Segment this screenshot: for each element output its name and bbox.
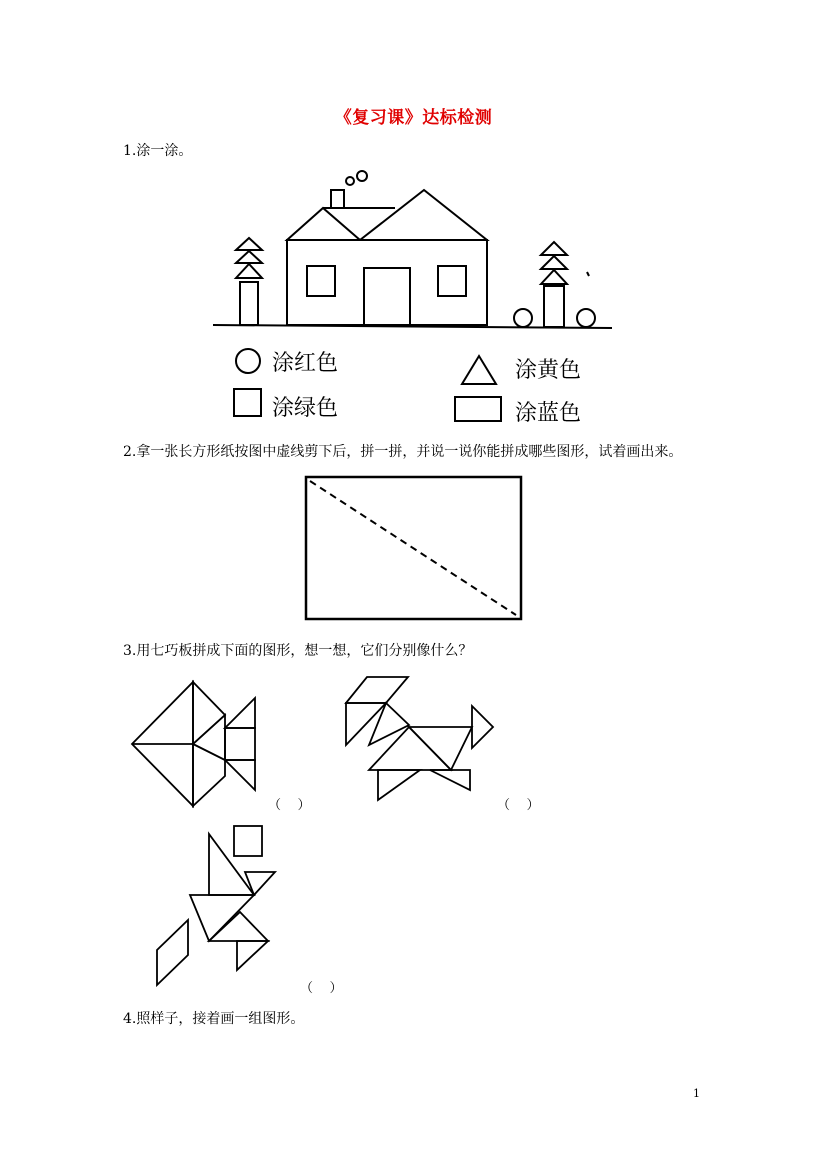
page-title: 《复习课》达标检测	[334, 108, 493, 128]
legend-square-shape	[234, 389, 261, 416]
legend-circle-label: 涂红色	[272, 351, 339, 376]
page-number: 1	[693, 1087, 700, 1100]
question-4: 4.照样子，接着画一组图形。	[123, 1011, 305, 1027]
answer-blank-fish[interactable]: （ ）	[268, 798, 311, 813]
legend-circle-shape	[236, 349, 260, 373]
answer-blank-runner[interactable]: （ ）	[300, 981, 343, 996]
legend-triangle-label: 涂黄色	[515, 358, 582, 383]
answer-blank-dog[interactable]: （ ）	[497, 798, 540, 813]
legend-rectangle-label: 涂蓝色	[515, 401, 582, 426]
legend-triangle-shape	[462, 356, 496, 384]
question-1: 1.涂一涂。	[123, 143, 193, 159]
question-2: 2.拿一张长方形纸按图中虚线剪下后，拼一拼，并说一说你能拼成哪些图形，试着画出来。	[123, 444, 683, 460]
legend-square-label: 涂绿色	[272, 396, 339, 421]
legend-rectangle-shape	[455, 397, 501, 421]
tangram-dog	[346, 677, 493, 800]
question-3: 3.用七巧板拼成下面的图形，想一想，它们分别像什么？	[123, 643, 473, 659]
tangram-runner	[157, 826, 275, 985]
tangram-fish	[132, 682, 255, 806]
